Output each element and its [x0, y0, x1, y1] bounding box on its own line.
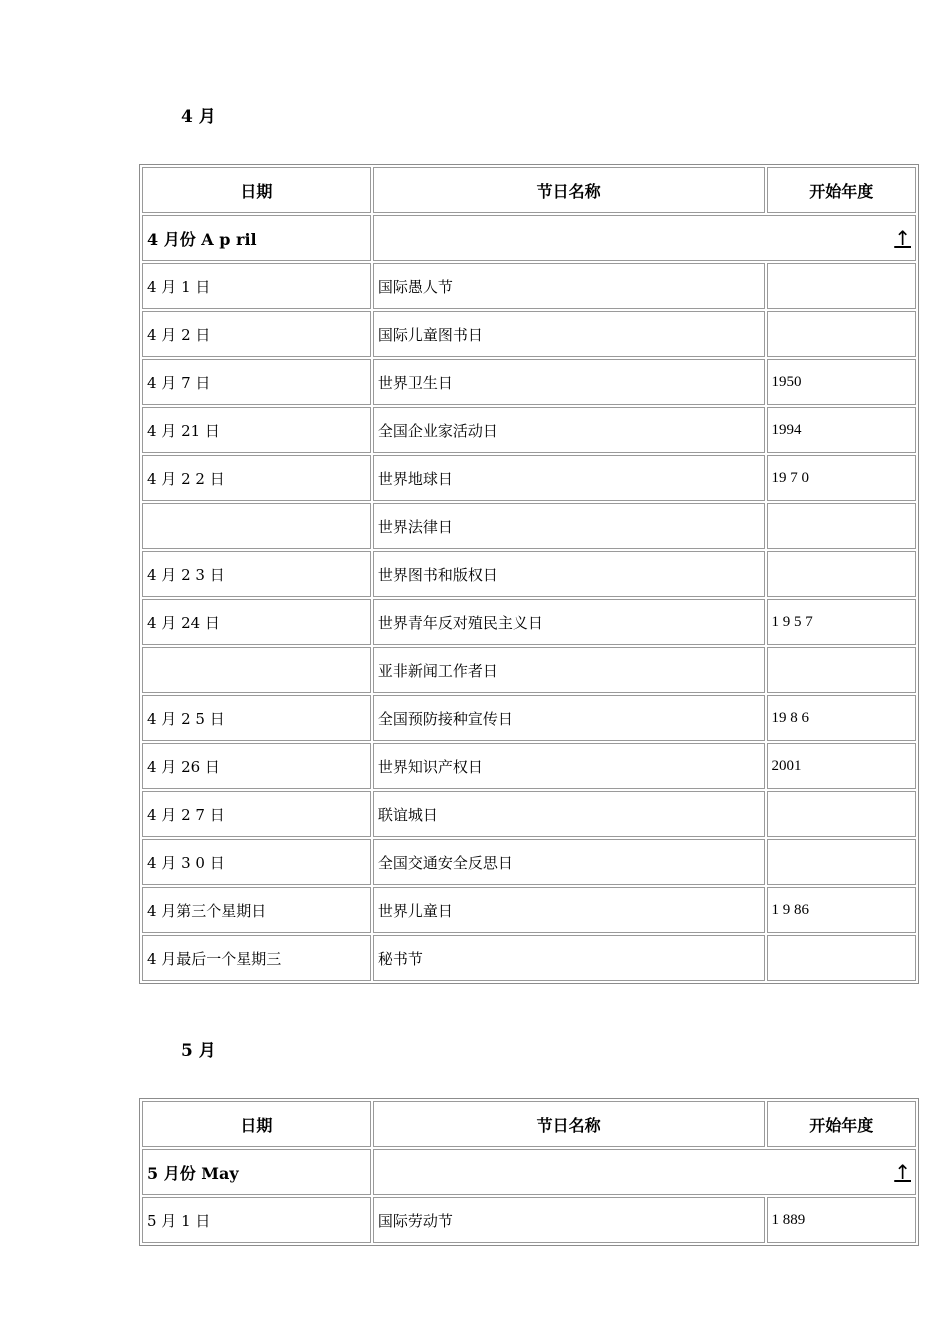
- start-year-cell: [767, 791, 916, 837]
- start-year-cell: [767, 311, 916, 357]
- holiday-date-cell: 5 月 1 日: [142, 1197, 371, 1243]
- table-row: [142, 935, 916, 981]
- holiday-name-cell: 世界地球日: [373, 455, 765, 501]
- start-year-cell: [767, 551, 916, 597]
- may-heading: 5 月: [181, 1041, 216, 1061]
- start-year-cell: [767, 503, 916, 549]
- start-year-cell: [767, 647, 916, 693]
- holiday-name-cell: 世界知识产权日: [373, 743, 765, 789]
- start-year-cell: 1950: [767, 359, 916, 405]
- table-row: [142, 359, 916, 405]
- table-row: [142, 695, 916, 741]
- table-row: [142, 503, 916, 549]
- table-row: [142, 455, 916, 501]
- holiday-date-cell: 4 月 1 日: [142, 263, 371, 309]
- holiday-date-cell: 4 月最后一个星期三: [142, 935, 371, 981]
- table-row: [142, 791, 916, 837]
- holiday-name-cell: 世界儿童日: [373, 887, 765, 933]
- table-row: [142, 407, 916, 453]
- holiday-name-cell: 全国交通安全反思日: [373, 839, 765, 885]
- table-row: [142, 647, 916, 693]
- table-header-row: [142, 167, 916, 213]
- table-row: [142, 599, 916, 645]
- table-header-row: [142, 1101, 916, 1147]
- table-row: [142, 551, 916, 597]
- holiday-date-cell: 4 月 3 0 日: [142, 839, 371, 885]
- start-year-cell: 1994: [767, 407, 916, 453]
- start-year-cell: 1 9 5 7: [767, 599, 916, 645]
- table-row: [142, 743, 916, 789]
- back-to-top-cell: [373, 215, 916, 261]
- back-to-top-arrow-icon[interactable]: ↑: [894, 1160, 911, 1184]
- month-label: 5 月份 May: [142, 1149, 371, 1195]
- may-holiday-table: [139, 1098, 919, 1246]
- holiday-date-cell: 4 月 24 日: [142, 599, 371, 645]
- table-row: [142, 311, 916, 357]
- start-year-cell: [767, 839, 916, 885]
- holiday-date-cell: 4 月 21 日: [142, 407, 371, 453]
- start-year-cell: 2001: [767, 743, 916, 789]
- table-row: [142, 263, 916, 309]
- holiday-date-cell: 4 月 2 日: [142, 311, 371, 357]
- holiday-name-cell: 亚非新闻工作者日: [373, 647, 765, 693]
- holiday-date-cell: 4 月 2 7 日: [142, 791, 371, 837]
- back-to-top-cell: [373, 1149, 916, 1195]
- holiday-date-cell: [142, 503, 371, 549]
- table-row: [142, 1197, 916, 1243]
- holiday-date-cell: 4 月 26 日: [142, 743, 371, 789]
- holiday-date-cell: [142, 647, 371, 693]
- column-header-holiday-name: 节日名称: [373, 167, 765, 213]
- month-label-row: [142, 1149, 916, 1195]
- back-to-top-arrow-icon[interactable]: ↑: [894, 226, 911, 250]
- column-header-date: 日期: [142, 1101, 371, 1147]
- start-year-cell: [767, 935, 916, 981]
- column-header-holiday-name: 节日名称: [373, 1101, 765, 1147]
- column-header-start-year: 开始年度: [767, 1101, 916, 1147]
- holiday-date-cell: 4 月第三个星期日: [142, 887, 371, 933]
- month-label-row: [142, 215, 916, 261]
- holiday-name-cell: 世界图书和版权日: [373, 551, 765, 597]
- holiday-date-cell: 4 月 2 3 日: [142, 551, 371, 597]
- start-year-cell: 19 8 6: [767, 695, 916, 741]
- holiday-date-cell: 4 月 2 5 日: [142, 695, 371, 741]
- holiday-name-cell: 联谊城日: [373, 791, 765, 837]
- holiday-name-cell: 全国企业家活动日: [373, 407, 765, 453]
- holiday-name-cell: 世界法律日: [373, 503, 765, 549]
- column-header-date: 日期: [142, 167, 371, 213]
- holiday-date-cell: 4 月 2 2 日: [142, 455, 371, 501]
- start-year-cell: 1 889: [767, 1197, 916, 1243]
- month-label: 4 月份 A p ril: [142, 215, 371, 261]
- april-holiday-table: [139, 164, 919, 984]
- holiday-date-cell: 4 月 7 日: [142, 359, 371, 405]
- holiday-name-cell: 世界卫生日: [373, 359, 765, 405]
- column-header-start-year: 开始年度: [767, 167, 916, 213]
- start-year-cell: [767, 263, 916, 309]
- april-heading: 4 月: [181, 107, 216, 127]
- table-row: [142, 887, 916, 933]
- start-year-cell: 1 9 86: [767, 887, 916, 933]
- holiday-name-cell: 国际愚人节: [373, 263, 765, 309]
- holiday-name-cell: 国际劳动节: [373, 1197, 765, 1243]
- holiday-name-cell: 国际儿童图书日: [373, 311, 765, 357]
- holiday-name-cell: 秘书节: [373, 935, 765, 981]
- holiday-name-cell: 世界青年反对殖民主义日: [373, 599, 765, 645]
- start-year-cell: 19 7 0: [767, 455, 916, 501]
- table-row: [142, 839, 916, 885]
- holiday-name-cell: 全国预防接种宣传日: [373, 695, 765, 741]
